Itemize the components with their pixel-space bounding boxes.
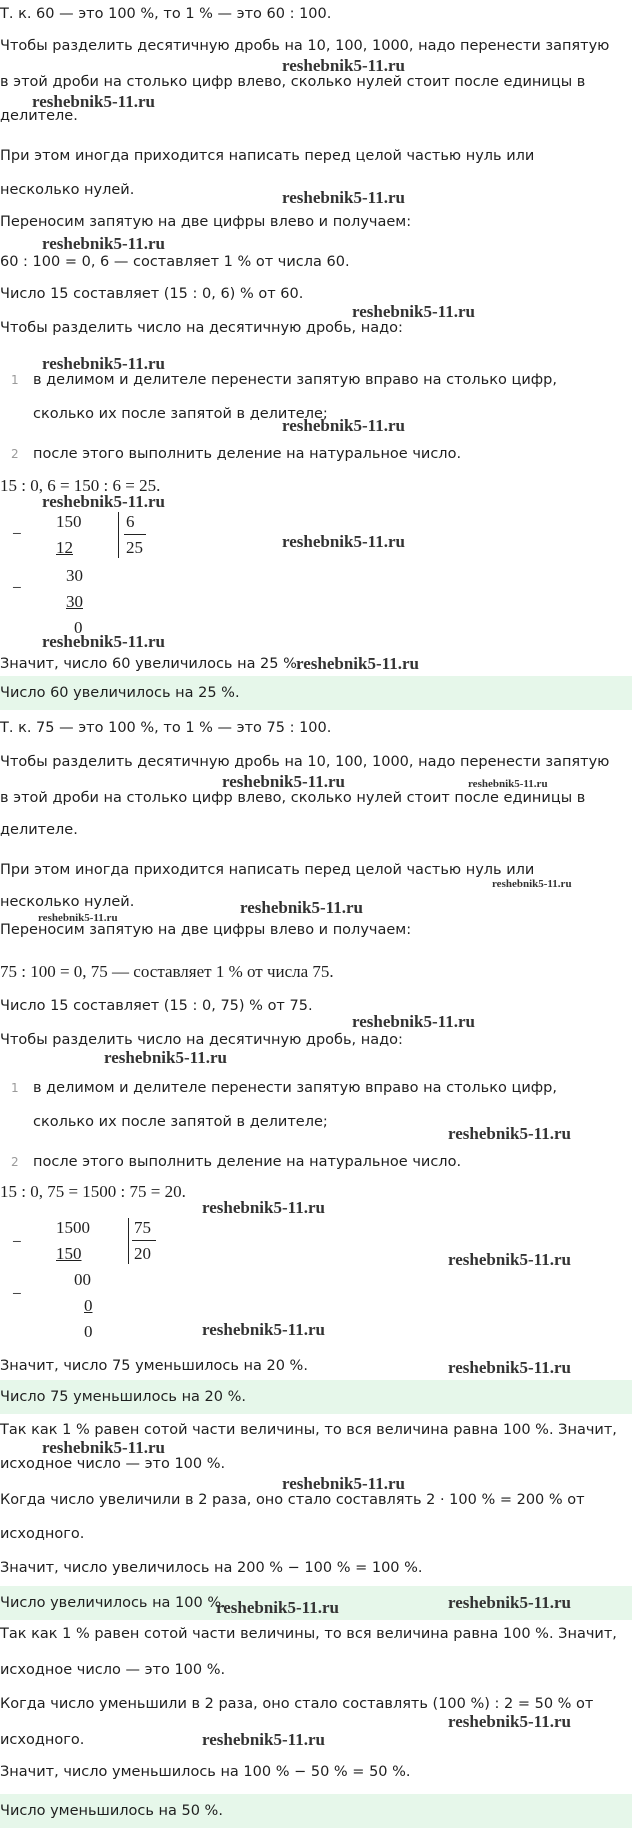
text-line: Чтобы разделить десятичную дробь на 10, 100, 1000, надо перенести запятую	[0, 754, 610, 770]
equation: 15 : 0, 6 = 150 : 6 = 25.	[0, 476, 161, 495]
list-item: в делимом и делителе перенести запятую вправо на столько цифр,	[33, 372, 557, 388]
subtrahend: 30	[66, 592, 83, 611]
remainder: 30	[66, 566, 83, 585]
text-line: Число 15 составляет (15 : 0, 6) % от 60.	[0, 286, 304, 302]
list-number: 1	[11, 1081, 19, 1095]
text-line: Т. к. 75 — это 100 %, то 1 % — это 75 : 100.	[0, 720, 332, 736]
text-line: в этой дроби на столько цифр влево, сколько нулей стоит после единицы в	[0, 74, 586, 90]
watermark: reshebnik5-11.ru	[352, 302, 475, 321]
watermark: reshebnik5-11.ru	[42, 492, 165, 511]
list-item: сколько их после запятой в делителе;	[33, 406, 328, 422]
text-line: делителе.	[0, 822, 78, 838]
text-line: Чтобы разделить десятичную дробь на 10, 100, 1000, надо перенести запятую	[0, 38, 610, 54]
quotient: 25	[126, 538, 143, 557]
watermark: reshebnik5-11.ru	[240, 898, 363, 917]
watermark: reshebnik5-11.ru	[216, 1598, 339, 1617]
list-number: 1	[11, 373, 19, 387]
watermark: reshebnik5-11.ru	[202, 1198, 325, 1217]
watermark: reshebnik5-11.ru	[448, 1124, 571, 1143]
text-line: Переносим запятую на две цифры влево и получаем:	[0, 922, 412, 938]
text-line: Переносим запятую на две цифры влево и получаем:	[0, 214, 412, 230]
divisor-line	[124, 534, 146, 535]
text-line: При этом иногда приходится написать перед целой частью нуль или	[0, 148, 535, 164]
answer-box: Число 60 увеличилось на 25 %.	[0, 676, 632, 710]
text-line: Когда число уменьшили в 2 раза, оно стало составлять (100 %) : 2 = 50 % от	[0, 1696, 594, 1712]
text-line: делителе.	[0, 108, 78, 124]
text-line: Так как 1 % равен сотой части величины, то вся величина равна 100 %. Значит,	[0, 1422, 617, 1438]
division-bar	[118, 512, 119, 558]
watermark: reshebnik5-11.ru	[104, 1048, 227, 1067]
list-item: после этого выполнить деление на натуральное число.	[33, 446, 462, 462]
remainder: 00	[74, 1270, 91, 1289]
answer-box: Число увеличилось на 100 %.	[0, 1586, 632, 1620]
watermark: reshebnik5-11.ru	[448, 1593, 571, 1612]
watermark: reshebnik5-11.ru	[222, 772, 345, 791]
text-line: Чтобы разделить число на десятичную дробь, надо:	[0, 320, 403, 336]
text-line: исходное число — это 100 %.	[0, 1456, 226, 1472]
watermark: reshebnik5-11.ru	[282, 1474, 405, 1493]
watermark: reshebnik5-11.ru	[42, 354, 165, 373]
text-line: исходного.	[0, 1526, 85, 1542]
watermark: reshebnik5-11.ru	[448, 1712, 571, 1731]
text-line: исходное число — это 100 %.	[0, 1662, 226, 1678]
text-line: Значит, число 60 увеличилось на 25 %.	[0, 656, 302, 672]
text-line: При этом иногда приходится написать перед целой частью нуль или	[0, 862, 535, 878]
watermark: reshebnik5-11.ru	[42, 234, 165, 253]
remainder: 0	[84, 1322, 93, 1341]
text-line: Число 15 составляет (15 : 0, 75) % от 75.	[0, 998, 313, 1014]
watermark: reshebnik5-11.ru	[282, 532, 405, 551]
subtrahend: 150	[56, 1244, 82, 1263]
watermark: reshebnik5-11.ru	[42, 632, 165, 651]
watermark: reshebnik5-11.ru	[32, 92, 155, 111]
division-bar	[128, 1218, 129, 1264]
list-number: 2	[11, 1155, 19, 1169]
watermark: reshebnik5-11.ru	[448, 1358, 571, 1377]
text-line: Значит, число увеличилось на 200 % − 100 % = 100 %.	[0, 1560, 423, 1576]
remainder: 0	[74, 618, 83, 637]
text-line: 60 : 100 = 0, 6 — составляет 1 % от числа 60.	[0, 254, 350, 270]
equation: 15 : 0, 75 = 1500 : 75 = 20.	[0, 1182, 186, 1201]
minus-sign: −	[12, 1232, 22, 1251]
list-number: 2	[11, 447, 19, 461]
text-line: Так как 1 % равен сотой части величины, то вся величина равна 100 %. Значит,	[0, 1626, 617, 1642]
watermark: reshebnik5-11.ru	[296, 654, 419, 673]
text-line: Значит, число 75 уменьшилось на 20 %.	[0, 1358, 308, 1374]
watermark: reshebnik5-11.ru	[492, 878, 572, 890]
answer-box: Число уменьшилось на 50 %.	[0, 1794, 632, 1828]
text-line: несколько нулей.	[0, 894, 135, 910]
text-line: Когда число увеличили в 2 раза, оно стало составлять 2 · 100 % = 200 % от	[0, 1492, 585, 1508]
watermark: reshebnik5-11.ru	[202, 1320, 325, 1339]
watermark: reshebnik5-11.ru	[282, 188, 405, 207]
quotient: 20	[134, 1244, 151, 1263]
subtrahend: 12	[56, 538, 73, 557]
list-item: после этого выполнить деление на натуральное число.	[33, 1154, 462, 1170]
watermark: reshebnik5-11.ru	[202, 1730, 325, 1749]
dividend: 150	[56, 512, 82, 531]
text-line: Чтобы разделить число на десятичную дробь, надо:	[0, 1032, 403, 1048]
answer-box: Число 75 уменьшилось на 20 %.	[0, 1380, 632, 1414]
subtrahend: 0	[84, 1296, 93, 1315]
divisor: 6	[126, 512, 135, 531]
minus-sign: −	[12, 578, 22, 597]
watermark: reshebnik5-11.ru	[468, 778, 548, 790]
text-line: в этой дроби на столько цифр влево, сколько нулей стоит после единицы в	[0, 790, 586, 806]
text-line: Значит, число уменьшилось на 100 % − 50 % = 50 %.	[0, 1764, 411, 1780]
text-line: исходного.	[0, 1732, 85, 1748]
equation: 75 : 100 = 0, 75 — составляет 1 % от числа 75.	[0, 962, 334, 981]
divisor: 75	[134, 1218, 151, 1237]
divisor-line	[132, 1240, 156, 1241]
minus-sign: −	[12, 524, 22, 543]
minus-sign: −	[12, 1284, 22, 1303]
text-line: несколько нулей.	[0, 182, 135, 198]
watermark: reshebnik5-11.ru	[38, 912, 118, 924]
text-line: Т. к. 60 — это 100 %, то 1 % — это 60 : 100.	[0, 6, 332, 22]
list-item: в делимом и делителе перенести запятую вправо на столько цифр,	[33, 1080, 557, 1096]
watermark: reshebnik5-11.ru	[352, 1012, 475, 1031]
list-item: сколько их после запятой в делителе;	[33, 1114, 328, 1130]
watermark: reshebnik5-11.ru	[282, 416, 405, 435]
dividend: 1500	[56, 1218, 90, 1237]
watermark: reshebnik5-11.ru	[282, 56, 405, 75]
watermark: reshebnik5-11.ru	[42, 1438, 165, 1457]
watermark: reshebnik5-11.ru	[448, 1250, 571, 1269]
